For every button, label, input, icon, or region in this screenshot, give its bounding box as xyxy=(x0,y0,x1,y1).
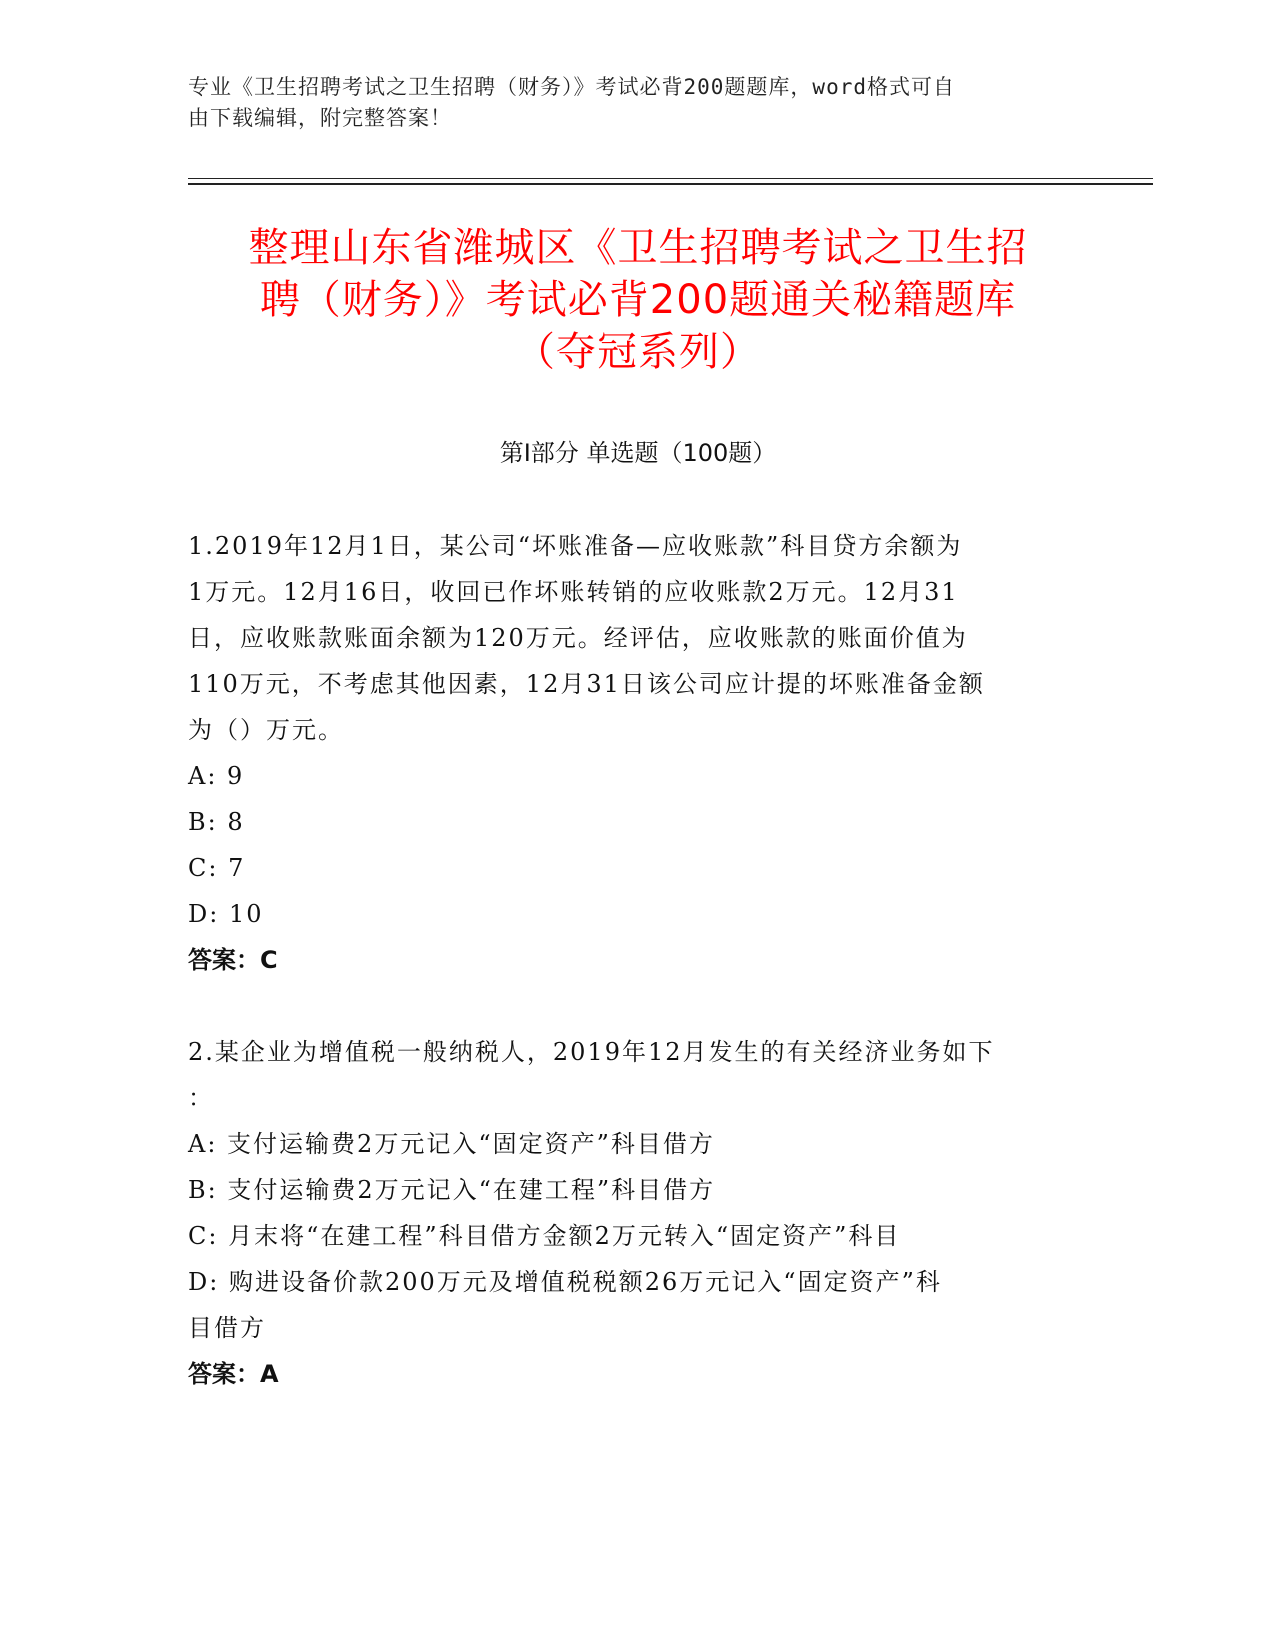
option-b: B: 8 xyxy=(188,808,245,836)
question-text-line: ： xyxy=(188,1084,214,1112)
question-text xyxy=(188,523,1088,753)
title-line: （夺冠系列） xyxy=(515,329,761,375)
option-d: D: 购进设备价款200万元及增值税税额26万元记入“固定资产”科 xyxy=(188,1268,942,1296)
answer: 答案：C xyxy=(188,946,278,974)
question-text-line: 2.某企业为增值税一般纳税人，2019年12月发生的有关经济业务如下 xyxy=(188,1038,995,1066)
question-text-line: 1万元。12月16日，收回已作坏账转销的应收账款2万元。12月31 xyxy=(188,578,959,606)
question-text-line: 为（）万元。 xyxy=(188,716,344,744)
option-list xyxy=(188,1121,1088,1351)
option-c: C: 月末将“在建工程”科目借方金额2万元转入“固定资产”科目 xyxy=(188,1222,901,1250)
question-1 xyxy=(188,523,1088,983)
option-list xyxy=(188,753,1088,937)
option-d-continued: 目借方 xyxy=(188,1314,266,1342)
option-a: A: 支付运输费2万元记入“固定资产”科目借方 xyxy=(188,1130,715,1158)
option-d: D: 10 xyxy=(188,900,264,928)
question-text-line: 1.2019年12月1日，某公司“坏账准备—应收账款”科目贷方余额为 xyxy=(188,532,963,560)
title-line: 整理山东省潍城区《卫生招聘考试之卫生招 xyxy=(248,225,1028,271)
document-title xyxy=(188,222,1088,378)
header-note-line: 专业《卫生招聘考试之卫生招聘（财务）》考试必背200题题库，word格式可自 xyxy=(188,75,955,99)
title-line: 聘（财务）》考试必背200题通关秘籍题库 xyxy=(259,277,1017,323)
option-c: C: 7 xyxy=(188,854,246,882)
question-text-line: 110万元，不考虑其他因素，12月31日该公司应计提的坏账准备金额 xyxy=(188,670,985,698)
option-b: B: 支付运输费2万元记入“在建工程”科目借方 xyxy=(188,1176,716,1204)
section-title: 第Ⅰ部分 单选题（100题） xyxy=(499,439,777,467)
header-note-line: 由下载编辑，附完整答案！ xyxy=(188,106,452,130)
question-text xyxy=(188,1029,1088,1121)
header-note xyxy=(188,72,1078,134)
header-divider-thin xyxy=(188,178,1153,179)
question-2 xyxy=(188,1029,1088,1397)
header-divider-thick xyxy=(188,183,1153,185)
question-text-line: 日，应收账款账面余额为120万元。经评估，应收账款的账面价值为 xyxy=(188,624,968,652)
option-a: A: 9 xyxy=(188,762,245,790)
answer: 答案：A xyxy=(188,1360,279,1388)
